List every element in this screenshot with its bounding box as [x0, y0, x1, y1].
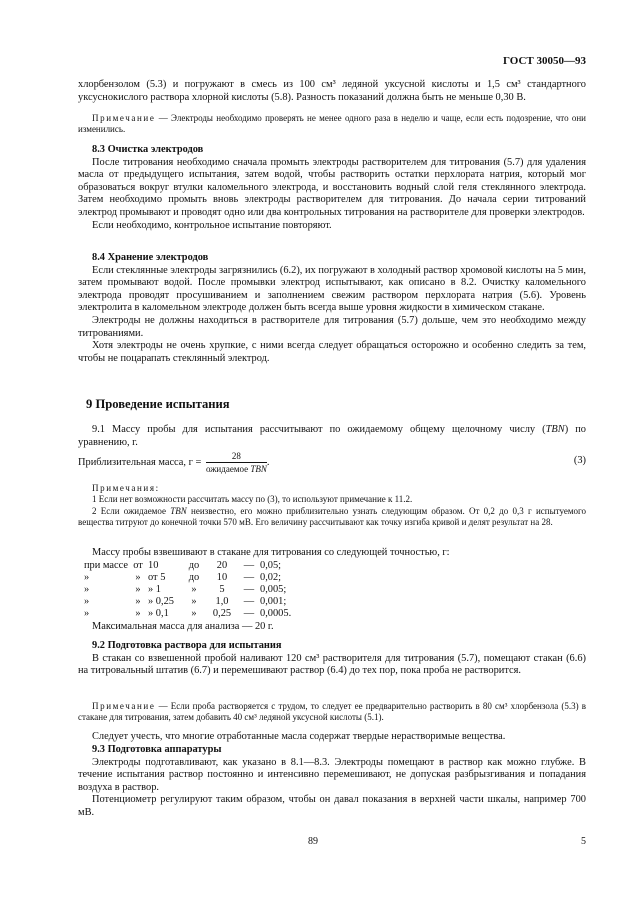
accuracy-table: [84, 560, 300, 621]
table-cell: —: [243, 571, 255, 583]
intro-block: [78, 79, 586, 104]
paragraph: Электроды подготавливают, как указано в 8.1—8.3. Электроды помещают в раствор как можно глубже. В течение испытания раствор постоянно и интенсивно перемешивают, не допуская разбрызгивания и попадания воздуха в раствор.: [78, 756, 586, 793]
table-cell: »: [191, 584, 197, 595]
table-cell: 0,25: [212, 608, 232, 620]
section-8-3: [78, 144, 586, 232]
equation-number: (3): [573, 455, 586, 466]
table-cell: »: [135, 596, 141, 608]
standard-header: ГОСТ 30050—93: [503, 55, 586, 67]
paragraph: Потенциометр регулируют таким образом, чтобы он давал показания в верхней части шкалы, например 700 мВ.: [78, 794, 586, 818]
paragraph: 9.1 Массу пробы для испытания рассчитывают по ожидаемому общему щелочному числу (TBN) по уравнению, г.: [78, 424, 586, 448]
note-item: 2 Если ожидаемое TBN неизвестно, его можно приблизительно узнать следующим образом. От 0,2 до 0,3 г испытуемого вещества титруют до конечной точки 570 мВ. Его величину рассчитывают как точку изгиба кривой и делят результат на 28.: [78, 505, 586, 528]
page-number-center: 89: [308, 836, 318, 847]
weighing-accuracy: [78, 547, 586, 633]
section-9-3: [78, 744, 586, 820]
note-9-2: [78, 701, 586, 724]
section-title: 9.2 Подготовка раствора для испытания: [92, 640, 282, 651]
formula-3: [78, 451, 586, 474]
paragraph: Электроды не должны находиться в растворителе для титрования (5.7) дольше, чем это необходимо между титрованиями.: [78, 314, 586, 339]
intro-paragraph: хлорбензолом (5.3) и погружают в смесь из 100 см³ ледяной уксусной кислоты и 1,5 см³ стандартного уксуснокислого раствора хлорной кислоты (5.8). Разность показаний должна быть не меньше 0,30 В.: [78, 79, 586, 103]
section-title: 9 Проведение испытания: [86, 397, 230, 411]
note-text: — Если проба растворяется с трудом, то следует ее предварительно растворить в 80 см³ хлорбензола (5.3) в стакане для титрования, затем добавить 40 см³ ледяной уксусной кислоты (5.1).: [78, 701, 586, 723]
table-cell: »: [135, 571, 141, 583]
table-row: [84, 572, 300, 584]
table-cell: 10: [216, 571, 228, 583]
notes-label: Примечания:: [92, 483, 160, 493]
table-cell: до: [188, 559, 200, 571]
table-cell: 0,001;: [260, 596, 287, 608]
paragraph: Если необходимо, контрольное испытание повторяют.: [92, 219, 332, 231]
paragraph: Хотя электроды не очень хрупкие, с ними всегда следует обращаться осторожно и особенно следить за тем, чтобы не поцарапать стеклянный электрод.: [78, 340, 586, 364]
table-cell: »: [191, 596, 197, 608]
table-cell: от 5: [148, 571, 166, 583]
section-9-heading: [78, 397, 586, 412]
paragraph: Если стеклянные электроды загрязнились (6.2), их погружают в холодный раствор хромовой кислоты на 5 мин, затем промывают водой. После промывки электрод испытывают, как описано в 8.2. Очистку каломельного электрода проводят просушиванием и заполнением свежим раствором перхлората натрия (5.6). Уровень электролита в каломельном электроде должен быть всегда выше уровня жидкости в химическом стакане.: [78, 264, 587, 314]
table-cell: 5: [219, 584, 225, 595]
formula-numerator: 28: [206, 451, 267, 463]
section-title: 8.4 Хранение электродов: [92, 252, 209, 263]
note-label: Примечание: [92, 113, 156, 123]
table-cell: »: [84, 596, 90, 608]
table-cell: —: [243, 584, 255, 595]
table-cell: 0,02;: [260, 571, 282, 583]
table-cell: 20: [216, 559, 228, 571]
table-cell: —: [243, 596, 255, 608]
section-title: 8.3 Очистка электродов: [92, 144, 204, 155]
table-row: [84, 584, 300, 596]
table-cell: —: [243, 608, 255, 620]
table-cell: 10: [148, 559, 159, 571]
notes-9-1: [78, 483, 586, 529]
paragraph: В стакан со взвешенной пробой наливают 120 см³ растворителя для титрования (5.7), помещают стакан (6.6) на титровальный штатив (6.7) и перемешивают раствор (6.4) до тех пор, пока проба не растворится.: [78, 652, 586, 677]
note-item: 1 Если нет возможности рассчитать массу по (3), то используют примечание к 11.2.: [92, 494, 413, 505]
section-title: 9.3 Подготовка аппаратуры: [92, 744, 222, 755]
table-cell: » 0,1: [148, 608, 169, 620]
section-8-4: [78, 252, 586, 365]
note-label: Примечание: [92, 701, 156, 711]
table-cell: до: [188, 571, 200, 583]
table-cell: »: [135, 584, 141, 595]
paragraph: Максимальная масса для анализа — 20 г.: [92, 620, 274, 632]
note-text: — Электроды необходимо проверять не менее одного раза в неделю и чаще, если есть подозрение, что они изменились.: [78, 113, 586, 135]
note-electrode-check: [78, 113, 586, 136]
table-cell: »: [135, 608, 141, 620]
table-cell: 1,0: [215, 596, 229, 608]
formula-dot: .: [266, 457, 270, 468]
formula-fraction: [206, 451, 267, 474]
table-cell: » 1: [148, 584, 161, 595]
table-row: [84, 560, 300, 572]
paragraph: После титрования необходимо сначала промыть электроды растворителем для титрования (5.7) для удаления масла от предыдущего испытания, затем водой, чтобы растворить остатки перхлората натрия, который мог образоваться вокруг втулки каломельного электрода, и восстановить водный слой геля стеклянного электрода. Затем необходимо промыть вновь электроды растворителем для титрования. До начала серии титрований электрод промывают и проводят одно или два контрольных титрования на растворителе для проверки электродов.: [78, 156, 586, 218]
table-cell: »: [84, 571, 90, 583]
section-9-1: [78, 424, 586, 449]
section-9-2-remark: [78, 731, 586, 744]
table-cell: 0,0005.: [260, 608, 292, 620]
table-cell: »: [84, 608, 90, 620]
paragraph: Следует учесть, что многие отработанные масла содержат твердые нерастворимые вещества.: [92, 731, 506, 742]
paragraph: Массу пробы взвешивают в стакане для титрования со следующей точностью, г:: [92, 547, 450, 558]
table-row: [84, 608, 300, 620]
table-row: [84, 596, 300, 608]
table-cell: при массе: [84, 559, 128, 571]
page-number-right: 5: [581, 836, 586, 847]
table-cell: —: [243, 559, 255, 571]
table-cell: » 0,25: [148, 596, 174, 608]
table-cell: »: [191, 608, 197, 620]
table-cell: 0,005;: [260, 584, 287, 595]
table-cell: »: [84, 584, 90, 595]
formula-denominator: ожидаемое TBN: [205, 464, 267, 474]
formula-label: Приблизительная масса, г =: [78, 457, 202, 468]
table-cell: 0,05;: [260, 559, 282, 571]
section-9-2: [78, 640, 586, 678]
table-cell: от: [133, 559, 143, 571]
